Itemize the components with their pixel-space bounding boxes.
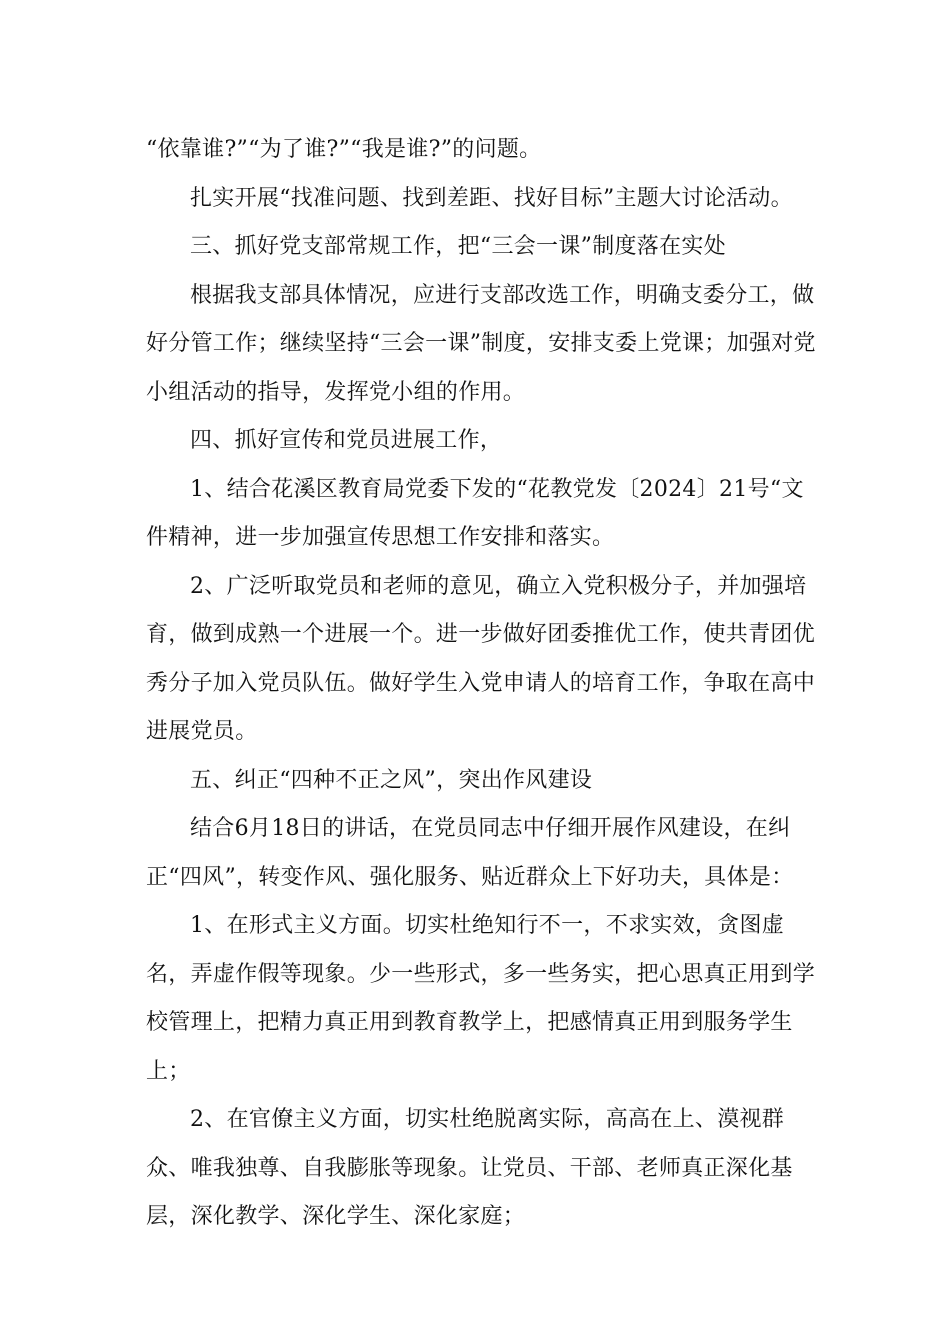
paragraph-item-1-propaganda: 1、结合花溪区教育局党委下发的“花教党发〔2024〕21号“文件精神，进一步加强宣传思想工作安排和落实。: [146, 476, 804, 550]
paragraph-discussion: 扎实开展“找准问题、找到差距、找好目标”主题大讨论活动。: [190, 185, 793, 211]
paragraph-branch-work: 根据我支部具体情况，应进行支部改选工作，明确支委分工，做好分管工作；继续坚持“三会一课”制度，安排支委上党课；加强对党小组活动的指导，发挥党小组的作用。: [146, 282, 816, 405]
section-heading-four: 四、抓好宣传和党员进展工作，: [190, 428, 503, 453]
document-body: [146, 126, 826, 1242]
paragraph-bureaucratism: 2、在官僚主义方面，切实杜绝脱离实际，高高在上、漠视群众、唯我独尊、自我膨胀等现象。让党员、干部、老师真正深化基层，深化教学、深化学生、深化家庭；: [146, 1107, 793, 1229]
paragraph-continuation: “依靠谁?”“为了谁?”“我是谁?”的问题。: [146, 137, 542, 162]
paragraph-item-2-members: 2、广泛听取党员和老师的意见，确立入党积极分子，并加强培育，做到成熟一个进展一个。进一步做好团委推优工作，使共青团优秀分子加入党员队伍。做好学生入党申请人的培育工作，争取在高中进展党员。: [146, 573, 816, 744]
paragraph-formalism: 1、在形式主义方面。切实杜绝知行不一，不求实效，贪图虚名，弄虚作假等现象。少一些形式，多一些务实，把心思真正用到学校管理上，把精力真正用到教育教学上，把感情真正用到服务学生上；: [146, 913, 816, 1084]
section-heading-three: 三、抓好党支部常规工作，把“三会一课”制度落在实处: [190, 234, 726, 259]
paragraph-style-building: 结合6月18日的讲话，在党员同志中仔细开展作风建设，在纠正“四风”，转变作风、强化服务、贴近群众上下好功夫，具体是：: [146, 816, 794, 890]
section-heading-five: 五、纠正“四种不正之风”，突出作风建设: [190, 767, 593, 793]
